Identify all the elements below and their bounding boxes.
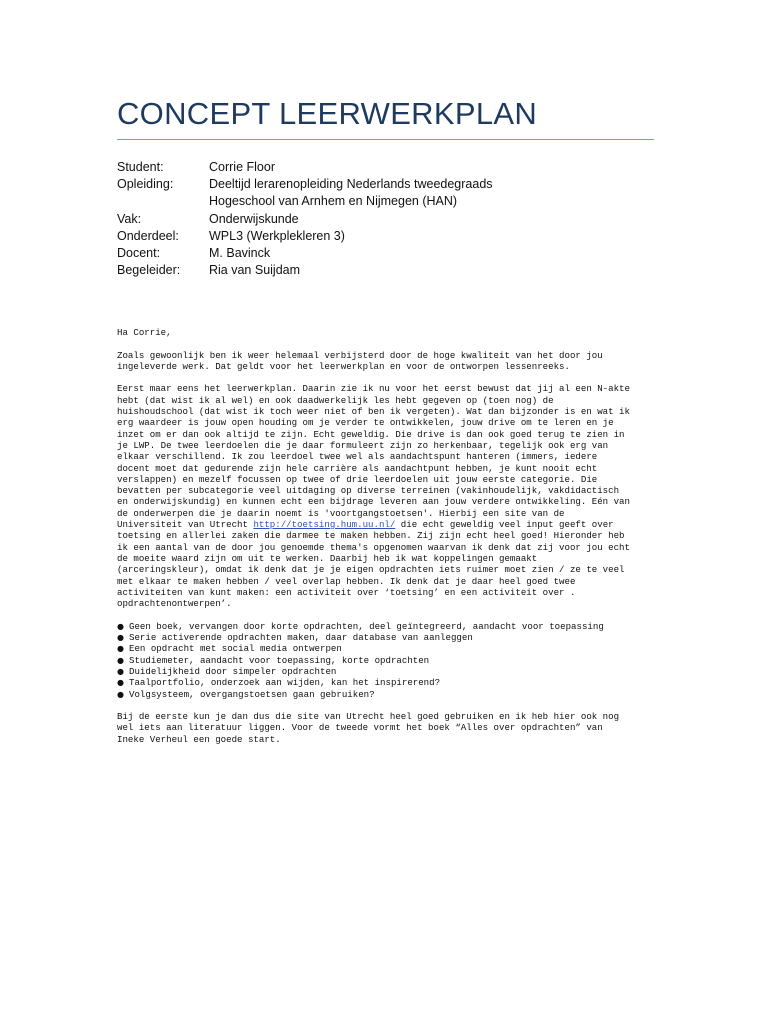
- meta-label: Student:: [117, 160, 164, 174]
- list-item-text: Serie activerende opdrachten maken, daar database van aanleggen: [129, 632, 473, 644]
- meta-row-onderdeel: [117, 228, 677, 245]
- letter-greeting: [117, 327, 657, 338]
- list-item-text: Studiemeter, aandacht voor toepassing, korte opdrachten: [129, 654, 430, 666]
- text-line: Zoals gewoonlijk ben ik weer helemaal verbijsterd door de hoge kwaliteit van het door jou: [117, 349, 603, 361]
- list-item: [117, 621, 657, 632]
- letter-closing: [117, 711, 657, 745]
- bullet-icon: ●: [117, 644, 124, 654]
- text-line: met elkaar te maken hebben / veel overlap hebben. Ik denk dat je daar heel goed twee: [117, 575, 576, 587]
- meta-label: [117, 193, 209, 210]
- letter-intro: [117, 350, 657, 373]
- list-item-text: Geen boek, vervangen door korte opdrachten, deel geïntegreerd, aandacht voor toepassing: [129, 620, 604, 632]
- list-item-text: Volgsysteem, overgangstoetsen gaan gebruiken?: [129, 688, 375, 700]
- title-divider: [117, 139, 654, 140]
- document-title: CONCEPT LEERWERKPLAN: [117, 96, 538, 131]
- meta-value: Onderwijskunde: [209, 211, 299, 226]
- text-line: ik een aantal van de door jou genoemde thema's opgenomen waarvan ik denk dat zij voor jou echt: [117, 541, 630, 553]
- meta-row-school: [117, 193, 677, 210]
- meta-value: M. Bavinck: [209, 246, 271, 261]
- text-line: de moeite waard zijn om uit te werken. Daarbij heb ik wat koppelingen gemaakt: [117, 552, 538, 564]
- text-line: je LWP. De twee leerdoelen die je daar formuleert zijn zo herkenbaar, tegelijk ook erg van: [117, 439, 609, 451]
- meta-value: Hogeschool van Arnhem en Nijmegen (HAN): [209, 194, 458, 209]
- list-item-text: Een opdracht met social media ontwerpen: [129, 643, 342, 655]
- text-line: wel iets aan literatuur liggen. Voor de tweede vormt het boek “Alles over opdrachten” van: [117, 722, 603, 734]
- bullet-icon: ●: [117, 666, 124, 676]
- text-line: opdrachtenontwerpen’.: [117, 598, 232, 610]
- link-line-suffix: die echt geweldig veel input geeft over: [395, 519, 614, 531]
- text-line: ingeleverde werk. Dat geldt voor het leerwerkplan en voor de ontworpen lessenreeks.: [117, 360, 570, 372]
- meta-row-student: [117, 159, 677, 176]
- text-line: Ha Corrie,: [117, 327, 172, 338]
- meta-value: Ria van Suijdam: [209, 263, 301, 278]
- letter-body: [117, 383, 657, 609]
- text-line: bevatten per subcategorie veel uitdaging op diverse terreinen (vakinhoudelijk, vakdidactisch: [117, 485, 620, 497]
- meta-row-docent: [117, 245, 677, 262]
- meta-row-opleiding: [117, 176, 677, 193]
- bullet-icon: ●: [117, 655, 124, 665]
- text-line: en onderwijskundig) en kunnen echt een bijdrage leveren aan jouw verdere ontwikkeling. Eén van: [117, 496, 630, 508]
- text-line: de onderwerpen die je daarin noemt is 'voortgangstoetsen'. Hierbij een site van de: [117, 507, 565, 519]
- meta-value: Corrie Floor: [209, 160, 275, 174]
- link-line-prefix: Universiteit van Utrecht: [117, 519, 254, 531]
- bullet-icon: ●: [117, 621, 124, 631]
- meta-label: Vak:: [117, 211, 142, 226]
- document-meta: [117, 159, 677, 279]
- meta-row-vak: [117, 211, 677, 228]
- text-line: huishoudschool (dat wist ik toch weer niet of ben ik vergeten). Wat dan bijzonder is en wat ik: [117, 406, 630, 418]
- bullet-icon: ●: [117, 678, 124, 688]
- meta-label: Docent:: [117, 246, 161, 261]
- text-line: inzet om er dan ook altijd te zijn. Echt geweldig. Die drive is dan ook goed terug te zien in: [117, 428, 625, 440]
- list-item: [117, 655, 657, 666]
- list-item-text: Duidelijkheid door simpeler opdrachten: [129, 665, 337, 677]
- meta-value: WPL3 (Werkplekleren 3): [209, 228, 345, 243]
- text-line: (arceringskleur), omdat ik denk dat je je eigen opdrachten iets ruimer moet zien / ze te veel: [117, 564, 625, 576]
- text-line: Bij de eerste kun je dan dus die site van Utrecht heel goed gebruiken en ik heb hier ook nog: [117, 711, 620, 723]
- bullet-icon: ●: [117, 689, 124, 699]
- text-line: docent moet dat gedurende zijn hele carrière als aandachtpunt hebben, je kunt nooit echt: [117, 462, 598, 474]
- meta-label: Begeleider:: [117, 263, 181, 278]
- meta-value: Deeltijd lerarenopleiding Nederlands tweedegraads: [209, 177, 493, 192]
- text-line: Eerst maar eens het leerwerkplan. Daarin zie ik nu voor het eerst bewust dat jij al een N-akte: [117, 383, 630, 395]
- list-item-text: Taalportfolio, onderzoek aan wijden, kan het inspirerend?: [129, 677, 441, 689]
- list-item: [117, 689, 657, 700]
- meta-label: Opleiding:: [117, 177, 174, 192]
- text-line: hebt (dat wist ik al wel) en ook daadwerkelijk les hebt gegeven op (toen nog) de: [117, 394, 554, 406]
- text-line: verslappen) en mezelf focussen op twee of drie leerdoelen uit jouw eerste categorie. Die: [117, 473, 598, 485]
- list-item: [117, 632, 657, 643]
- meta-row-begeleider: [117, 262, 677, 279]
- text-line: elkaar verschillend. Ik zou leerdoel twee wel als aandachtspunt hanteren (immers, iedere: [117, 451, 598, 463]
- list-item: [117, 643, 657, 654]
- list-item: [117, 677, 657, 688]
- text-line: activiteiten van kunt maken: een activiteit over ‘toetsing’ en een activiteit over .: [117, 586, 576, 598]
- toetsing-link[interactable]: http://toetsing.hum.uu.nl/: [253, 519, 396, 531]
- list-item: [117, 666, 657, 677]
- text-line: Ineke Verheul een goede start.: [117, 733, 281, 745]
- text-line: toetsing en allerlei zaken die darmee te maken hebben. Zij zijn echt heel goed! Hieronder heb: [117, 530, 625, 542]
- meta-label: Onderdeel:: [117, 228, 179, 243]
- text-line: erg waardeer is jouw open houding om je verder te ontwikkelen, jouw drive om te leren en je: [117, 417, 614, 429]
- feedback-letter: [117, 327, 657, 756]
- theme-list: [117, 621, 657, 700]
- bullet-icon: ●: [117, 633, 124, 643]
- link-line: [117, 519, 657, 530]
